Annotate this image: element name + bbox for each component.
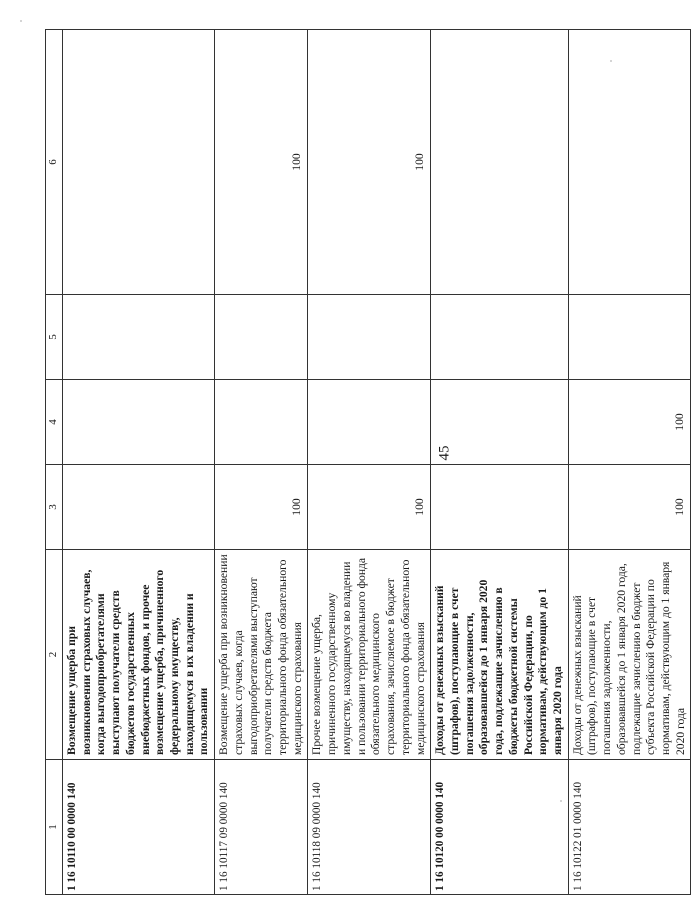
header-cell-6: 6 — [46, 30, 63, 295]
row-col4-value — [62, 380, 214, 465]
row-col6-value — [431, 30, 568, 295]
header-cell-3: 3 — [46, 465, 63, 550]
row-col5-value — [431, 295, 568, 380]
header-cell-5: 5 — [46, 295, 63, 380]
row-description: Доходы от денежных взысканий (штрафов), поступающие в счет погашения задолженности, образовавшейся до 1 января 2020 года, подлежащие зачислению в бюджеты бюджетной системы Российской Федерации, по нормативам, действующим до 1 января 2020 года — [431, 550, 568, 760]
row-description: Возмещение ущерба при возникновении страховых случаев, когда выгодоприобретателями выступают получатели средств бюджетов государственных внебюджетных фондов, и прочее возмещение ущерба, причиненного федеральному имуществу, находящемуся в их владении и пользовании — [62, 550, 214, 760]
row-col4-value — [215, 380, 308, 465]
row-col6-value: 100 — [215, 30, 308, 295]
row-col5-value — [215, 295, 308, 380]
scan-speck — [610, 60, 612, 62]
row-col4-value — [431, 380, 568, 465]
scan-speck — [560, 800, 562, 802]
table-row — [568, 30, 691, 895]
row-col3-value: 100 — [215, 465, 308, 550]
row-code: 1 16 10110 00 0000 140 — [62, 760, 214, 895]
row-col5-value — [308, 295, 431, 380]
header-cell-1: 1 — [46, 760, 63, 895]
row-col6-value: 100 — [308, 30, 431, 295]
row-col3-value: 100 — [308, 465, 431, 550]
row-col4-value — [308, 380, 431, 465]
table-row — [308, 30, 431, 895]
row-col3-value — [431, 465, 568, 550]
row-col4-value: 100 — [568, 380, 691, 465]
header-cell-4: 4 — [46, 380, 63, 465]
table-row — [215, 30, 308, 895]
row-col6-value — [62, 30, 214, 295]
table-row — [62, 30, 214, 895]
row-description: Доходы от денежных взысканий (штрафов), поступающие в счет погашения задолженности, образовавшейся до 1 января 2020 года, подлежащие зачислению в бюджет субъекта Российской Федерации по нормативам, действующим до 1 января 2020 года — [568, 550, 691, 760]
row-col5-value — [62, 295, 214, 380]
row-code: 1 16 10117 09 0000 140 — [215, 760, 308, 895]
table-row — [431, 30, 568, 895]
header-row — [46, 30, 63, 895]
page-number: 45 — [436, 445, 453, 461]
row-code: 1 16 10120 00 0000 140 — [431, 760, 568, 895]
row-col3-value: 100 — [568, 465, 691, 550]
row-col6-value — [568, 30, 691, 295]
header-cell-2: 2 — [46, 550, 63, 760]
row-col3-value — [62, 465, 214, 550]
rotated-table-container — [45, 30, 687, 895]
row-code: 1 16 10118 09 0000 140 — [308, 760, 431, 895]
row-description: Прочее возмещение ущерба, причиненного государственному имуществу, находящемуся во владении и пользовании территориального фонда обязательного медицинского страхования, зачисляемое в бюджет территориального фонда обязательного медицинского страхования — [308, 550, 431, 760]
row-code: 1 16 10122 01 0000 140 — [568, 760, 691, 895]
revenue-table — [45, 29, 691, 895]
row-description: Возмещение ущерба при возникновении страховых случаев, когда выгодоприобретателями выступают получатели средств бюджета территориального фонда обязательного медицинского страхования — [215, 550, 308, 760]
scan-speck — [20, 20, 22, 22]
row-col5-value — [568, 295, 691, 380]
